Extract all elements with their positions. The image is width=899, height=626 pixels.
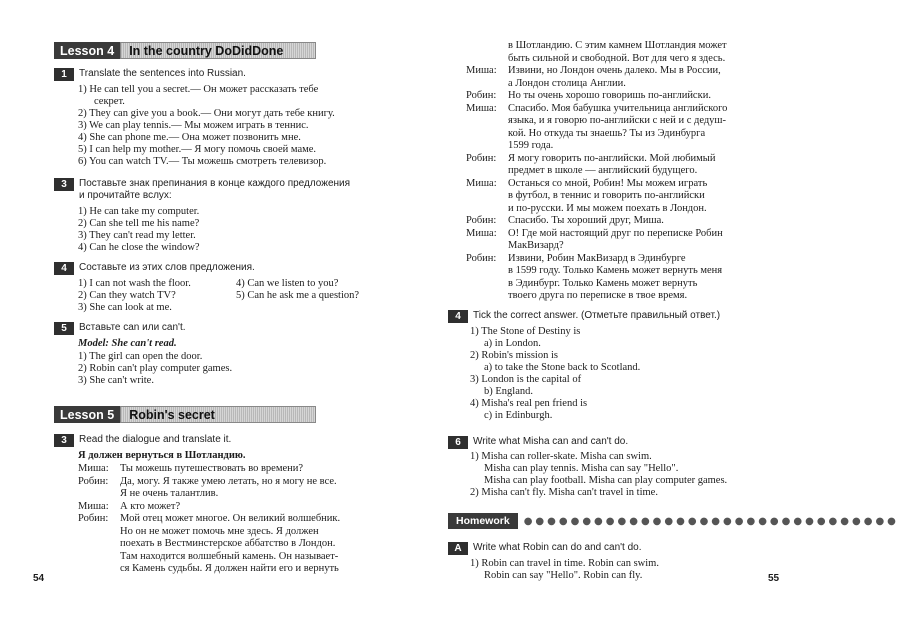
- dialogue-text: [120, 463, 378, 476]
- dialogue-line: ся Камень судьбы. Я должен найти его и вернуть: [120, 563, 339, 574]
- answer-line: a) in London.: [484, 338, 541, 349]
- answer-line: b) England.: [484, 386, 533, 397]
- dialogue-text: [508, 153, 786, 178]
- dialogue-turn: [466, 215, 786, 228]
- dialogue-line: А кто может?: [120, 500, 181, 512]
- task-5-header: [54, 322, 186, 335]
- lesson-title: Robin's secret: [120, 406, 316, 423]
- task-number-badge: 6: [448, 436, 468, 449]
- speaker: Миша:: [78, 500, 109, 512]
- speaker: Робин:: [78, 475, 109, 487]
- dialogue-turn: [78, 501, 378, 514]
- dialogue-text: [508, 65, 786, 90]
- task-number-badge: 3: [54, 434, 74, 447]
- task-instruction: Translate the sentences into Russian.: [79, 68, 246, 79]
- exercise-line: 4) Misha's real pen friend is: [470, 398, 588, 409]
- exercise-line: 1) He can tell you a secret.— Он может рассказать тебе: [78, 84, 319, 95]
- exercise-line: 1) Misha can roller-skate. Misha can swim.: [470, 451, 652, 462]
- dialogue-line: Да, могу. Я также умею летать, но я могу не все.: [120, 475, 337, 487]
- exercise-line: 3) London is the capital of: [470, 374, 582, 385]
- dialogue-line: поехать в Вестминстерское аббатство в Лондон.: [120, 538, 336, 549]
- dialogue-turn: [466, 103, 786, 153]
- dialogue-line: языка, и я говорю по-английски с ней и с дедуш-: [508, 115, 727, 126]
- task-6-header: [448, 436, 628, 449]
- answer-line: a) to take the Stone back to Scotland.: [484, 362, 641, 373]
- exercise-line: 4) Can he close the window?: [78, 242, 200, 253]
- dialogue-line: а Лондон столица Англии.: [508, 77, 626, 89]
- speaker: Миша:: [466, 65, 497, 76]
- task-1-header: [54, 68, 246, 81]
- dialogue-text: [120, 501, 378, 514]
- dialogue-text: [120, 476, 378, 501]
- dialogue-line: Останься со мной, Робин! Мы можем играть: [508, 177, 708, 189]
- task-instruction: Вставьте can или can't.: [79, 322, 186, 333]
- dialogue-line: Извини, но Лондон очень далеко. Мы в России,: [508, 65, 721, 76]
- dialogue-text: [508, 178, 786, 216]
- right-page: [408, 0, 899, 626]
- exercise-line: 4) She can phone me.— Она может позвонить мне.: [78, 132, 301, 143]
- dialogue-turn: [466, 253, 786, 303]
- task-number-badge: 3: [54, 178, 74, 191]
- speaker: Робин:: [466, 90, 497, 101]
- dialogue-heading: Я должен вернуться в Шотландию.: [78, 450, 246, 461]
- dialogue-text: [508, 103, 786, 153]
- dialogue-turn: [78, 463, 378, 476]
- dialogue-turn: [466, 40, 786, 65]
- dialogue-line: кой. Но откуда ты знаешь? Ты из Эдинбурга: [508, 127, 706, 139]
- exercise-line: 3) She can't write.: [78, 375, 154, 386]
- task-instruction: Read the dialogue and translate it.: [79, 434, 232, 445]
- dialogue-text: [508, 253, 786, 303]
- exercise-line: 5) Can he ask me a question?: [236, 290, 360, 301]
- exercise-line: 1) The girl can open the door.: [78, 351, 203, 362]
- exercise-line: секрет.: [94, 96, 125, 107]
- task-instruction: Write what Robin can do and can't do.: [473, 542, 642, 553]
- exercise-line: 1) The Stone of Destiny is: [470, 326, 581, 337]
- dialogue-line: Но ты очень хорошо говоришь по-английски.: [508, 90, 711, 101]
- answer-line: c) in Edinburgh.: [484, 410, 553, 421]
- dialogue-line: Но он не может помочь мне здесь. Я должен: [120, 525, 319, 537]
- lesson-4-header: [54, 42, 316, 59]
- dialogue-line: твоего друга по переписке в твое время.: [508, 290, 688, 301]
- model-sentence: Model: She can't read.: [78, 338, 177, 349]
- exercise-line: Misha can play tennis. Misha can say "Hello".: [484, 463, 679, 474]
- exercise-line: 1) I can not wash the floor.: [78, 278, 191, 289]
- dialogue-turn: [466, 65, 786, 90]
- exercise-line: 6) You can watch TV.— Ты можешь смотреть телевизор.: [78, 156, 327, 167]
- task-number-badge: 4: [448, 310, 468, 323]
- speaker: [466, 40, 508, 65]
- lesson-number: Lesson 5: [54, 406, 120, 423]
- dialogue-turn: [466, 153, 786, 178]
- speaker: Робин:: [466, 152, 497, 164]
- task-instruction: Tick the correct answer. (Отметьте правильный ответ.): [473, 310, 721, 321]
- exercise-line: 3) We can play tennis.— Мы можем играть в теннис.: [78, 120, 309, 131]
- exercise-line: 3) They can't read my letter.: [78, 230, 196, 241]
- dialogue-text: [508, 215, 786, 228]
- dialogue-text: [508, 228, 786, 253]
- dialogue-line: Спасибо. Моя бабушка учительница английского: [508, 102, 728, 114]
- dialogue-line: в 1599 году. Только Камень может вернуть меня: [508, 265, 723, 276]
- exercise-line: 4) Can we listen to you?: [236, 278, 339, 289]
- speaker: Робин:: [466, 215, 497, 226]
- dotted-divider: ●●●●●●●●●●●●●●●●●●●●●●●●●●●●●●●●: [523, 515, 899, 527]
- exercise-line: 2) Misha can't fly. Misha can't travel in time.: [470, 487, 658, 498]
- dialogue-line: Ты можешь путешествовать во времени?: [120, 463, 304, 474]
- homework-bar: [448, 513, 899, 529]
- speaker: Миша:: [466, 177, 497, 189]
- exercise-line: 1) He can take my computer.: [78, 206, 200, 217]
- dialogue-line: и по-русски. И мы можем поехать в Лондон.: [508, 202, 707, 214]
- exercise-line: Misha can play football. Misha can play computer games.: [484, 475, 728, 486]
- dialogue-line: Извини, Робин МакВизард в Эдинбурге: [508, 252, 686, 264]
- task-3-header: [54, 178, 350, 202]
- speaker: Робин:: [466, 252, 497, 264]
- exercise-line: Robin can say "Hello". Robin can fly.: [484, 570, 643, 581]
- dialogue-line: МакВизард?: [508, 240, 564, 251]
- dialogue-line: предмет в школе — английский будущего.: [508, 165, 698, 176]
- task-3b-header: [54, 434, 231, 447]
- dialogue-line: Там находится волшебный камень. Он называет-: [120, 550, 339, 562]
- speaker: Робин:: [78, 513, 109, 524]
- speaker: Миша:: [78, 463, 109, 474]
- dialogue-line: в Шотландию. С этим камнем Шотландия может: [508, 40, 727, 51]
- task-number-badge: A: [448, 542, 468, 555]
- dialogue-turn: [78, 513, 378, 576]
- task-4-header: [54, 262, 255, 275]
- dialogue-line: Мой отец может многое. Он великий волшебник.: [120, 513, 341, 524]
- homework-label: Homework: [448, 513, 518, 529]
- dialogue-line: в Эдинбург. Только Камень может вернуть: [508, 277, 698, 289]
- dialogue-line: 1599 года.: [508, 140, 554, 151]
- task-instruction: Составьте из этих слов предложения.: [79, 262, 255, 273]
- exercise-line: 2) They can give you a book.— Они могут дать тебе книгу.: [78, 108, 335, 119]
- dialogue-line: Спасибо. Ты хороший друг, Миша.: [508, 215, 664, 226]
- task-instruction: Write what Misha can and can't do.: [473, 436, 629, 447]
- dialogue-line: Я могу говорить по-английски. Мой любимый: [508, 152, 716, 164]
- dialogue-turn: [78, 476, 378, 501]
- dialogue-line: в футбол, в теннис и говорить по-английски: [508, 190, 705, 201]
- task-instruction-cont: и прочитайте вслух:: [79, 190, 172, 201]
- speaker: Миша:: [466, 102, 497, 114]
- dialogue-right: [466, 40, 786, 303]
- lesson-number: Lesson 4: [54, 42, 120, 59]
- dialogue-text: [508, 40, 786, 65]
- exercise-line: 2) Robin's mission is: [470, 350, 558, 361]
- dialogue-line: О! Где мой настоящий друг по переписке Робин: [508, 227, 723, 239]
- dialogue-text: [508, 90, 786, 103]
- dialogue-turn: [466, 228, 786, 253]
- task-4-right-header: [448, 310, 720, 323]
- exercise-line: 2) Can they watch TV?: [78, 290, 176, 301]
- page-number: 55: [768, 573, 780, 584]
- left-page: [0, 0, 408, 626]
- exercise-line: 3) She can look at me.: [78, 302, 172, 313]
- exercise-line: 2) Can she tell me his name?: [78, 218, 200, 229]
- task-instruction: Поставьте знак препинания в конце каждого предложения: [79, 178, 351, 189]
- dialogue-line: Я не очень талантлив.: [120, 488, 219, 499]
- speaker: Миша:: [466, 227, 497, 239]
- task-number-badge: 1: [54, 68, 74, 81]
- dialogue-turn: [466, 90, 786, 103]
- exercise-line: 1) Robin can travel in time. Robin can swim.: [470, 558, 659, 569]
- lesson-5-header: [54, 406, 316, 423]
- dialogue-text: [120, 513, 378, 576]
- task-number-badge: 5: [54, 322, 74, 335]
- exercise-line: 2) Robin can't play computer games.: [78, 363, 233, 374]
- task-number-badge: 4: [54, 262, 74, 275]
- exercise-line: 5) I can help my mother.— Я могу помочь своей маме.: [78, 144, 317, 155]
- dialogue-turn: [466, 178, 786, 216]
- dialogue-left: [78, 463, 378, 576]
- dialogue-line: быть сильной и свободной. Вот для чего я здесь.: [508, 52, 726, 64]
- page-number: 54: [33, 573, 45, 584]
- task-a-header: [448, 542, 642, 555]
- lesson-title: In the country DoDidDone: [120, 42, 316, 59]
